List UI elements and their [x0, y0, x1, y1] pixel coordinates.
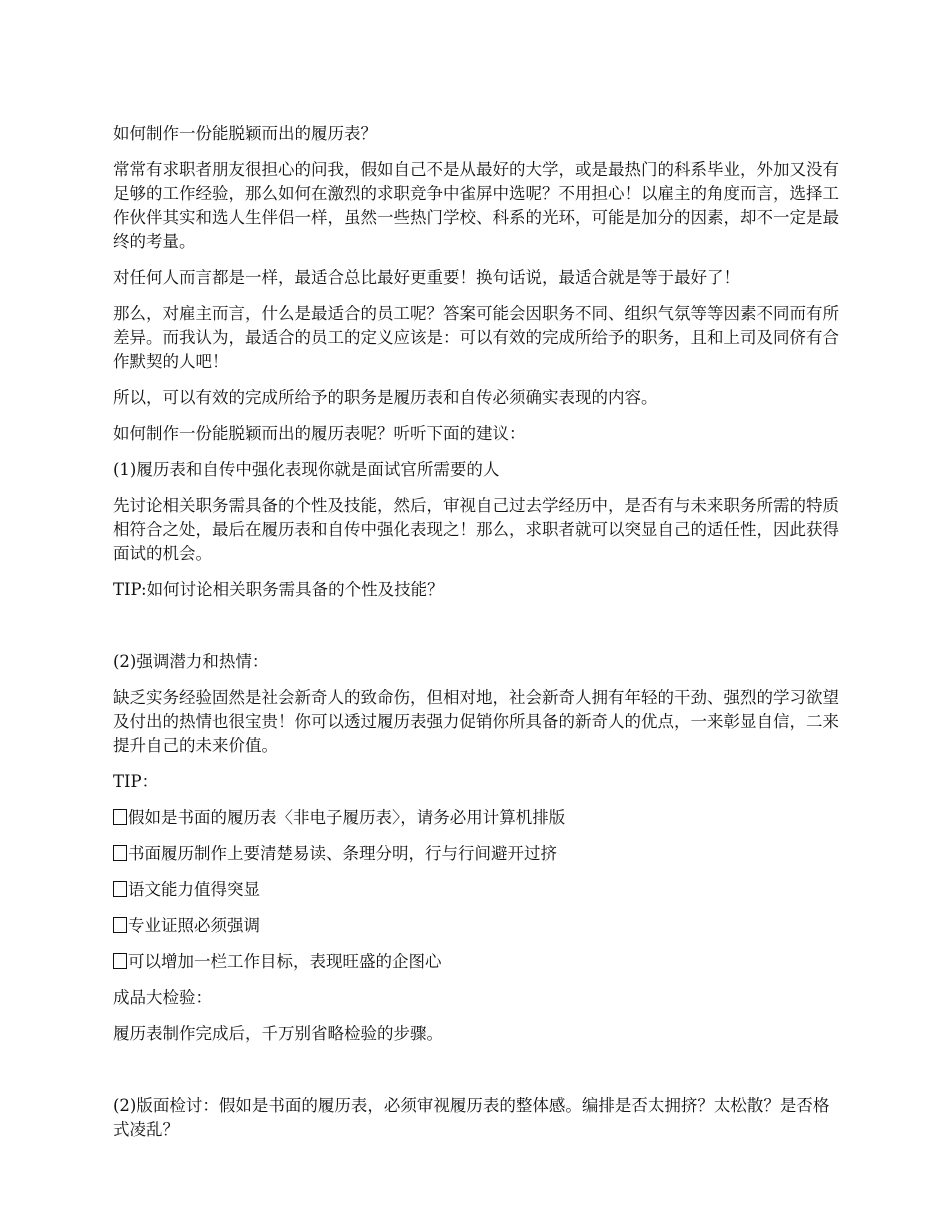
paragraph-point-2: 缺乏实务经验固然是社会新奇人的致命伤，但相对地，社会新奇人拥有年轻的干劲、强烈的学习欲望及付出的热情也很宝贵！你可以透过履历表强力促销你所具备的新奇人的优点，一来彰显自信，二来提升自己的未来价值。	[113, 688, 839, 755]
spacer	[113, 1058, 843, 1094]
paragraph-suggestions-intro: 如何制作一份能脱颖而出的履历表呢？听听下面的建议：	[113, 424, 526, 443]
paragraph-ideal-employee: 那么，对雇主而言，什么是最适合的员工呢？答案可能会因职务不同、组织气氛等等因素不同而有所差异。而我认为，最适合的员工的定义应该是：可以有效的完成所给予的职务，且和上司及同侪有合作默契的人吧！	[113, 304, 839, 371]
tip-label: TIP：	[113, 772, 159, 791]
checklist-item: 语文能力值得突显	[113, 878, 843, 902]
heading-point-2: (2)强调潜力和热情：	[113, 652, 269, 671]
checklist-item: 书面履历制作上要清楚易读、条理分明，行与行间避开过挤	[113, 842, 843, 866]
checkbox-icon	[113, 845, 127, 861]
paragraph-conclusion: 所以，可以有效的完成所给予的职务是履历表和自传必须确实表现的内容。	[113, 388, 658, 407]
paragraph-layout-review: (2)版面检讨：假如是书面的履历表，必须审视履历表的整体感。编排是否太拥挤？太松散？是否格式凌乱？	[113, 1096, 830, 1139]
checkbox-icon	[113, 917, 127, 933]
checkbox-icon	[113, 953, 127, 969]
heading-final-check: 成品大检验：	[113, 988, 212, 1007]
checkbox-icon	[113, 809, 127, 825]
tip-point-1: TIP:如何讨论相关职务需具备的个性及技能？	[113, 580, 444, 599]
document-title: 如何制作一份能脱颖而出的履历表？	[113, 124, 377, 143]
checkbox-icon	[113, 881, 127, 897]
heading-point-1: (1)履历表和自传中强化表现你就是面试官所需要的人	[113, 460, 500, 479]
checklist-item: 假如是书面的履历表〈非电子履历表〉，请务必用计算机排版	[113, 806, 843, 830]
checklist-item: 可以增加一栏工作目标，表现旺盛的企图心	[113, 950, 843, 974]
paragraph-point-1: 先讨论相关职务需具备的个性及技能，然后，审视自己过去学经历中，是否有与未来职务所需的特质相符合之处，最后在履历表和自传中强化表现之！那么，求职者就可以突显自己的适任性，因此获得面试的机会。	[113, 496, 839, 563]
checklist-item: 专业证照必须强调	[113, 914, 843, 938]
paragraph-intro: 常常有求职者朋友很担心的问我，假如自己不是从最好的大学，或是最热门的科系毕业，外加又没有足够的工作经验，那么如何在激烈的求职竞争中雀屏中选呢？不用担心！以雇主的角度而言，选择工作伙伴其实和选人生伴侣一样，虽然一些热门学校、科系的光环，可能是加分的因素，却不一定是最终的考量。	[113, 160, 839, 251]
paragraph-best-fit: 对任何人而言都是一样，最适合总比最好更重要！换句话说，最适合就是等于最好了！	[113, 268, 740, 287]
document-body	[113, 122, 843, 1154]
paragraph-final-check: 履历表制作完成后，千万别省略检验的步骤。	[113, 1024, 443, 1043]
spacer	[113, 614, 843, 650]
